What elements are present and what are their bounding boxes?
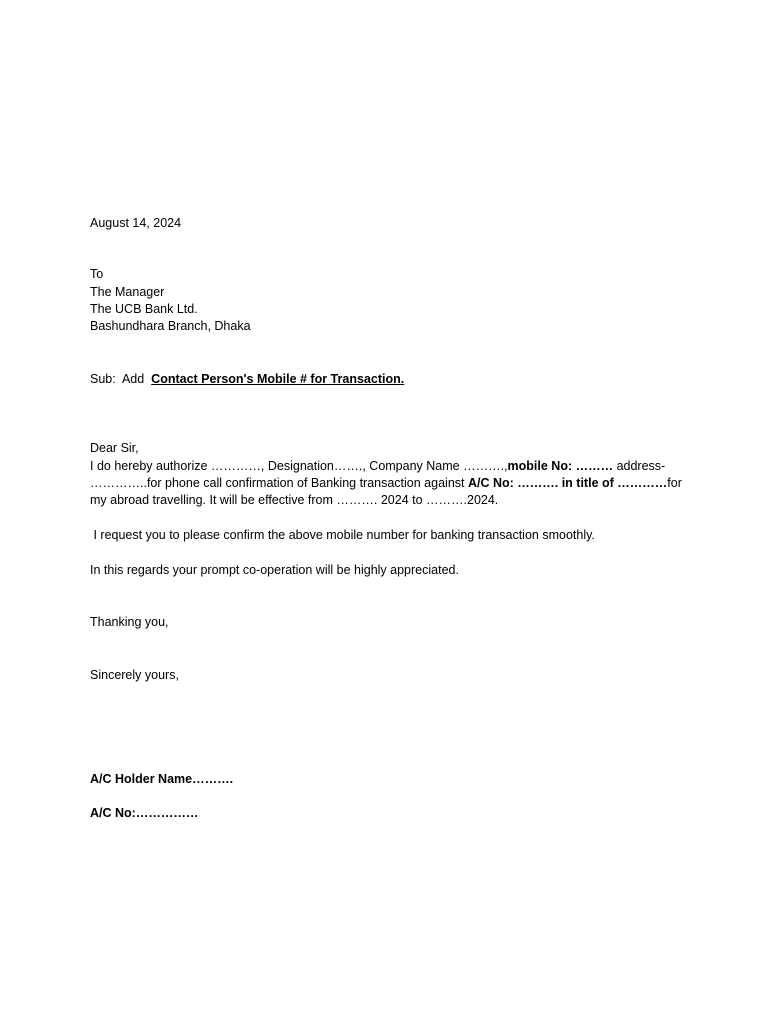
- salutation: Dear Sir,: [90, 441, 139, 455]
- body-line-1: [90, 458, 665, 475]
- recipient-branch: Bashundhara Branch, Dhaka: [90, 319, 251, 333]
- recipient-to: To: [90, 267, 104, 281]
- recipient-title: The Manager: [90, 285, 165, 299]
- address-label: address-: [613, 459, 666, 473]
- mobile-number-field: mobile No: ………: [507, 459, 614, 473]
- subject-prefix: Sub: Add: [90, 372, 152, 386]
- recipient-bank: The UCB Bank Ltd.: [90, 302, 198, 316]
- regards-paragraph: In this regards your prompt co-operation will be highly appreciated.: [90, 563, 459, 577]
- subject-line: [90, 371, 404, 388]
- subject-text: Contact Person's Mobile # for Transaction.: [151, 372, 405, 386]
- account-holder-name: A/C Holder Name……….: [90, 772, 234, 786]
- body-line-1-text: I do hereby authorize …………, Designation……., Company Name ……….,: [90, 459, 508, 473]
- request-paragraph: I request you to please confirm the above mobile number for banking transaction smoothly.: [90, 528, 595, 542]
- account-number: A/C No:……………: [90, 806, 199, 820]
- account-title-field: A/C No: ………. in title of …………: [467, 476, 668, 490]
- body-line-2-text: …………..for phone call confirmation of Banking transaction against: [90, 476, 468, 490]
- body-line-2-end: for: [667, 476, 682, 490]
- closing-line: Sincerely yours,: [90, 668, 179, 682]
- body-line-2: [90, 475, 682, 492]
- thanks-line: Thanking you,: [90, 615, 169, 629]
- letter-date: August 14, 2024: [90, 216, 182, 230]
- body-line-3: my abroad travelling. It will be effective from ………. 2024 to ……….2024.: [90, 493, 499, 507]
